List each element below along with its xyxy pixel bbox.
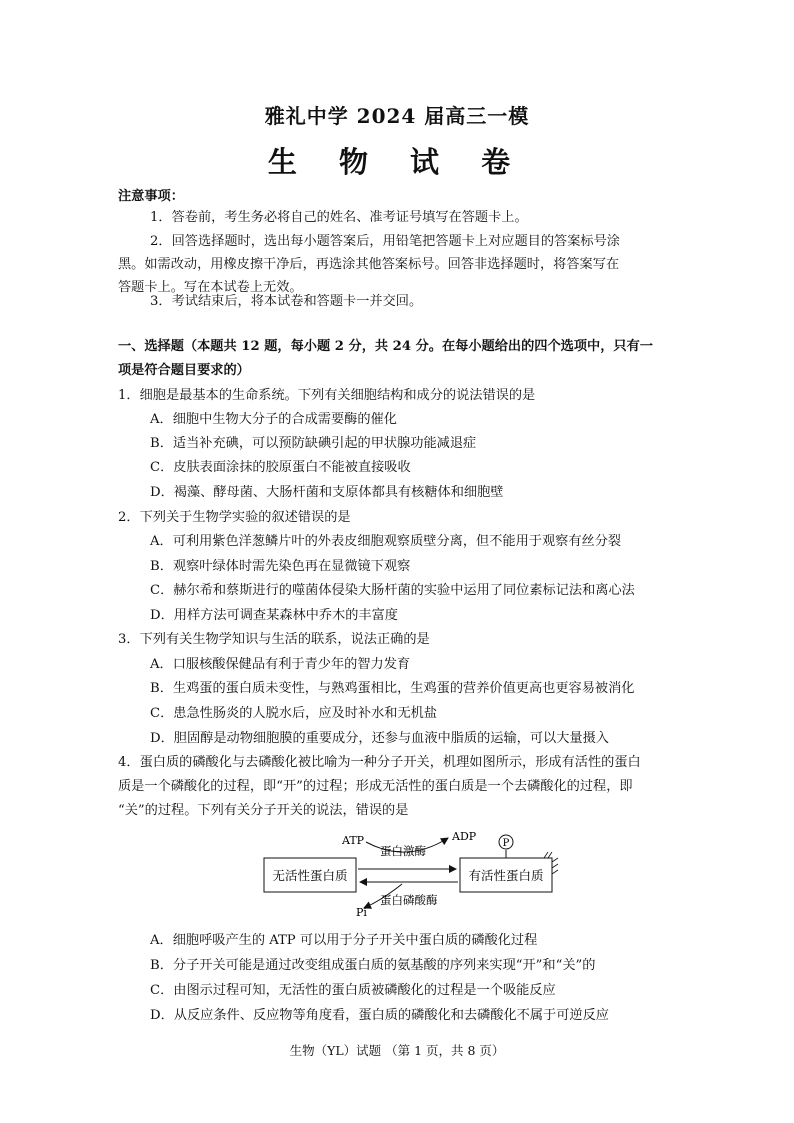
q4-stem-line-2: 质是一个磷酸化的过程，即“开”的过程；形成无活性的蛋白质是一个去磷酸化的过程，即 (118, 779, 633, 794)
box-hatch (552, 870, 558, 874)
exam-title: 雅礼中学 2024 届高三一模 (264, 104, 530, 128)
notice-label: 注意事项： (118, 189, 184, 204)
q4-option-a: A．细胞呼吸产生的 ATP 可以用于分子开关中蛋白质的磷酸化过程 (150, 933, 538, 948)
section-heading-line-2: 项是符合题目要求的） (118, 363, 250, 378)
box-hatch (552, 864, 558, 868)
q1-option-c: C．皮肤表面涂抹的胶原蛋白不能被直接吸收 (150, 460, 411, 475)
kinase-label: 蛋白激酶 (380, 844, 426, 858)
q4-stem-line-3: “关”的过程。下列有关分子开关的说法，错误的是 (118, 803, 409, 818)
notice-item-2-line-1: 2．回答选择题时，选出每小题答案后，用铅笔把答题卡上对应题目的答案标号涂 (150, 234, 620, 249)
active-protein-label: 有活性蛋白质 (468, 868, 544, 883)
q1-option-b: B．适当补充碘，可以预防缺碘引起的甲状腺功能减退症 (150, 436, 477, 451)
section-heading-line-1: 一、选择题（本题共 12 题，每小题 2 分，共 24 分。在每小题给出的四个选项中，只有一 (118, 339, 653, 354)
phosphorylation-diagram (262, 828, 562, 920)
q4-stem-line-1: 4．蛋白质的磷酸化与去磷酸化被比喻为一种分子开关，机理如图所示，形成有活性的蛋白 (118, 755, 641, 770)
q2-option-c: C．赫尔希和蔡斯进行的噬菌体侵染大肠杆菌的实验中运用了同位素标记法和离心法 (150, 583, 635, 598)
q4-option-d: D．从反应条件、反应物等角度看，蛋白质的磷酸化和去磷酸化不属于可逆反应 (150, 1008, 609, 1023)
q4-option-b: B．分子开关可能是通过改变组成蛋白质的氨基酸的序列来实现“开”和“关”的 (150, 958, 596, 973)
q3-option-b: B．生鸡蛋的蛋白质未变性，与熟鸡蛋相比，生鸡蛋的营养价值更高也更容易被消化 (150, 681, 635, 696)
pi-label: Pi (356, 906, 367, 919)
inactive-protein-label: 无活性蛋白质 (272, 868, 348, 883)
q3-option-c: C．患急性肠炎的人脱水后，应及时补水和无机盐 (150, 706, 438, 721)
q1-stem: 1．细胞是最基本的生命系统。下列有关细胞结构和成分的说法错误的是 (118, 388, 536, 403)
box-hatch (544, 852, 548, 858)
q3-option-a: A．口服核酸保健品有利于青少年的智力发育 (150, 657, 411, 672)
page-footer: 生物（YL）试题 （第 1 页，共 8 页） (289, 1043, 505, 1058)
atp-label: ATP (342, 834, 365, 847)
notice-item-2-line-3: 答题卡上。写在本试卷上无效。 (118, 280, 303, 295)
q1-option-a: A．细胞中生物大分子的合成需要酶的催化 (150, 412, 397, 427)
q1-option-d: D．褐藻、酵母菌、大肠杆菌和支原体都具有核糖体和细胞壁 (150, 485, 504, 500)
notice-item-3: 3．考试结束后，将本试卷和答题卡一并交回。 (150, 294, 423, 309)
phosphate-label: P (502, 838, 510, 849)
notice-item-1: 1．答卷前，考生务必将自己的姓名、准考证号填写在答题卡上。 (150, 210, 528, 225)
q2-option-d: D．用样方法可调查某森林中乔木的丰富度 (150, 608, 398, 623)
box-hatch (548, 852, 552, 858)
q3-stem: 3．下列有关生物学知识与生活的联系，说法正确的是 (118, 632, 430, 647)
q2-option-a: A．可利用紫色洋葱鳞片叶的外表皮细胞观察质壁分离，但不能用于观察有丝分裂 (150, 534, 622, 549)
q3-option-d: D．胆固醇是动物细胞膜的重要成分，还参与血液中脂质的运输，可以大量摄入 (150, 731, 609, 746)
notice-item-2-line-2: 黑。如需改动，用橡皮擦干净后，再选涂其他答案标号。回答非选择题时，将答案写在 (118, 257, 620, 272)
box-hatch (552, 858, 558, 862)
phosphatase-label: 蛋白磷酸酶 (380, 893, 438, 907)
q2-stem: 2．下列关于生物学实验的叙述错误的是 (118, 510, 351, 525)
adp-label: ADP (452, 830, 477, 843)
subject-title: 生 物 试 卷 (267, 145, 527, 179)
q4-option-c: C．由图示过程可知，无活性的蛋白质被磷酸化的过程是一个吸能反应 (150, 983, 556, 998)
q2-option-b: B．观察叶绿体时需先染色再在显微镜下观察 (150, 559, 411, 574)
